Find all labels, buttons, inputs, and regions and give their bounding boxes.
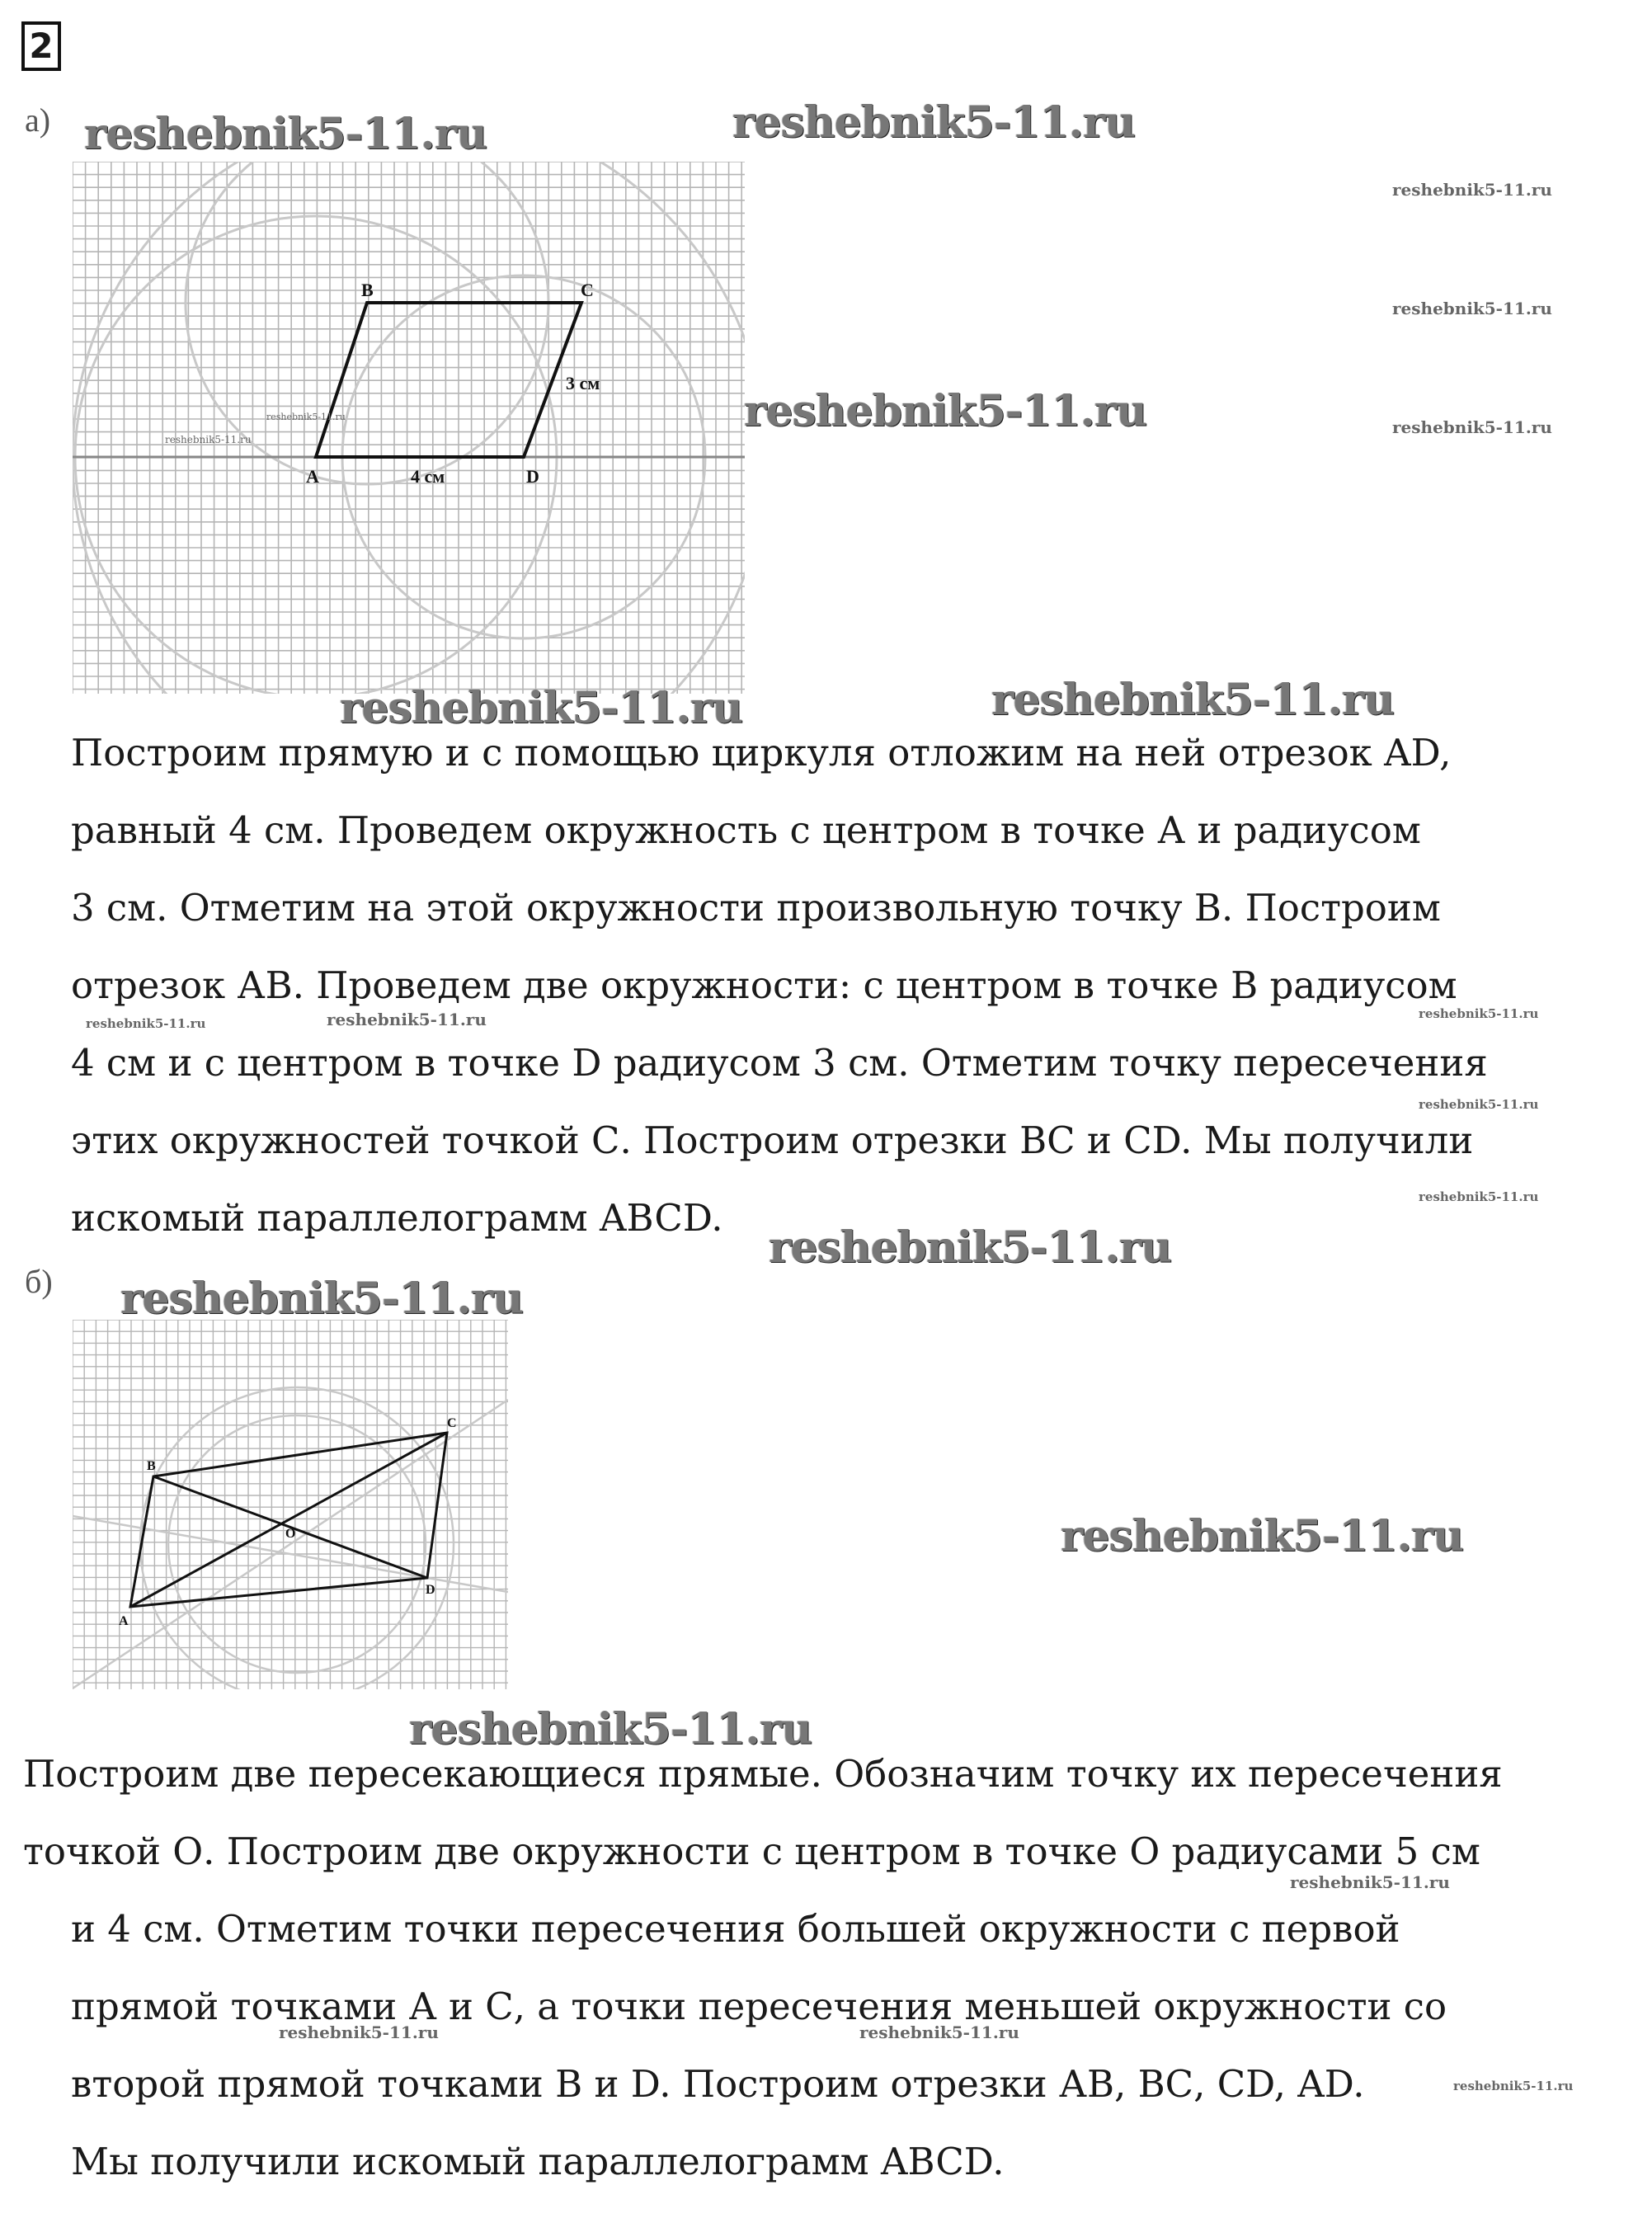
point-b-d-label: D xyxy=(426,1583,435,1597)
part-a-line-5: 4 см и с центром в точке D радиусом 3 см. Отметим точку пересечения xyxy=(71,1041,1488,1085)
watermark-21: reshebnik5-11.ru xyxy=(1453,2079,1574,2093)
watermark-5: reshebnik5-11.ru xyxy=(744,386,1147,436)
watermark-1: reshebnik5-11.ru xyxy=(84,109,487,159)
point-c-label: C xyxy=(581,280,594,300)
point-b-b-label: B xyxy=(147,1459,156,1473)
part-a-line-3: 3 см. Отметим на этой окружности произвольную точку В. Построим xyxy=(71,886,1441,930)
watermark-8: reshebnik5-11.ru xyxy=(991,675,1395,725)
watermark-9: reshebnik5-11.ru xyxy=(86,1016,206,1031)
task-number: 2 xyxy=(21,21,61,71)
part-b-line-1: Построим две пересекающиеся прямые. Обозначим точку их пересечения xyxy=(23,1752,1503,1796)
part-b-label: б) xyxy=(25,1263,53,1300)
point-b-c-label: C xyxy=(447,1416,457,1430)
part-a-line-1: Построим прямую и с помощью циркуля отложим на ней отрезок AD, xyxy=(71,731,1452,775)
watermark-fig-a-1: reshebnik5-11.ru xyxy=(266,412,346,422)
part-a-line-4: отрезок АВ. Проведем две окружности: с центром в точке В радиусом xyxy=(71,963,1457,1007)
part-b-line-5: второй прямой точками В и D. Построим отрезки АВ, ВС, CD, AD. xyxy=(71,2062,1365,2106)
side-ad-label: 4 см xyxy=(411,466,445,487)
part-b-line-2: точкой О. Построим две окружности с центром в точке О радиусами 5 см xyxy=(23,1829,1480,1873)
part-a-line-7: искомый параллелограмм ABCD. xyxy=(71,1196,723,1240)
part-a-line-6: этих окружностей точкой С. Построим отрезки ВС и CD. Мы получили xyxy=(71,1118,1474,1162)
watermark-2: reshebnik5-11.ru xyxy=(732,97,1136,148)
watermark-18: reshebnik5-11.ru xyxy=(1290,1872,1450,1892)
part-a-label: а) xyxy=(25,101,51,139)
watermark-12: reshebnik5-11.ru xyxy=(1419,1097,1539,1112)
point-b-a-label: A xyxy=(119,1614,129,1628)
watermark-4: reshebnik5-11.ru xyxy=(1392,299,1552,318)
watermark-16: reshebnik5-11.ru xyxy=(1061,1511,1464,1561)
watermark-19: reshebnik5-11.ru xyxy=(279,2022,439,2042)
part-a-line-2: равный 4 см. Проведем окружность с центром в точке А и радиусом xyxy=(71,808,1421,852)
watermark-14: reshebnik5-11.ru xyxy=(769,1222,1172,1273)
figure-a xyxy=(73,162,745,694)
part-b-line-3: и 4 см. Отметим точки пересечения большей окружности с первой xyxy=(71,1907,1400,1951)
watermark-6: reshebnik5-11.ru xyxy=(1392,417,1552,437)
point-d-label: D xyxy=(526,466,539,487)
part-b-line-6: Мы получили искомый параллелограмм ABCD. xyxy=(71,2140,1005,2183)
watermark-20: reshebnik5-11.ru xyxy=(859,2022,1019,2042)
point-a-label: A xyxy=(306,466,319,487)
watermark-7: reshebnik5-11.ru xyxy=(340,683,743,733)
part-b-line-4: прямой точками А и С, а точки пересечения меньшей окружности со xyxy=(71,1985,1447,2028)
watermark-fig-a-2: reshebnik5-11.ru xyxy=(165,434,252,445)
watermark-17: reshebnik5-11.ru xyxy=(409,1704,812,1754)
watermark-15: reshebnik5-11.ru xyxy=(120,1274,524,1324)
point-b-label: B xyxy=(361,280,374,300)
side-cd-label: 3 см xyxy=(566,373,600,393)
watermark-13: reshebnik5-11.ru xyxy=(1419,1189,1539,1204)
point-b-o-label: O xyxy=(285,1527,296,1541)
watermark-11: reshebnik5-11.ru xyxy=(1419,1006,1539,1021)
watermark-3: reshebnik5-11.ru xyxy=(1392,180,1552,200)
watermark-10: reshebnik5-11.ru xyxy=(327,1010,487,1029)
figure-b xyxy=(73,1320,508,1689)
